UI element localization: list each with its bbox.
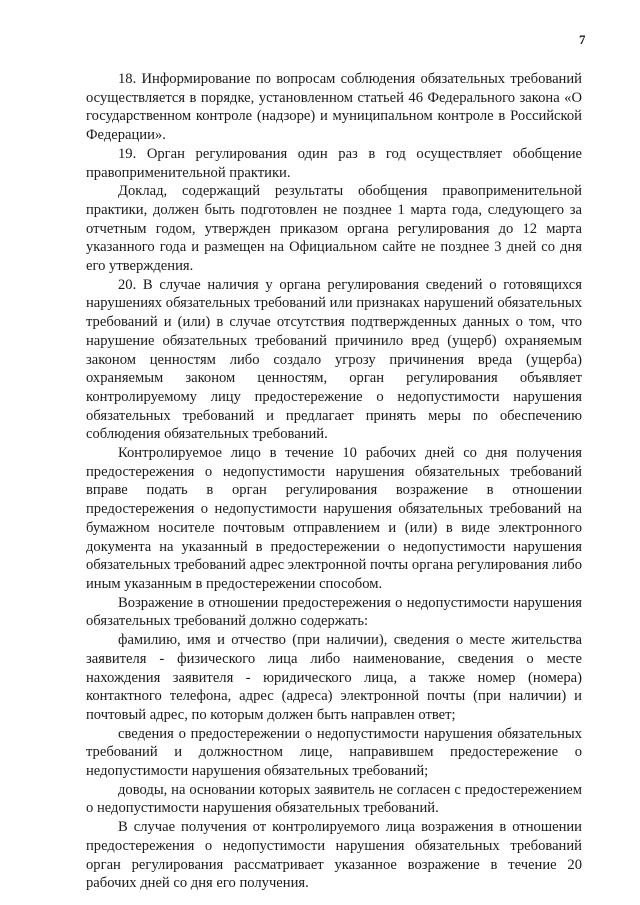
paragraph-19-generalization: 19. Орган регулирования один раз в год осуществляет обобщение правоприменительной практики. (86, 145, 582, 181)
page-number: 7 (579, 32, 586, 47)
paragraph-report: Доклад, содержащий результаты обобщения правоприменительной практики, должен быть подготовлен не позднее 1 марта года, следующего за отчетным годом, утвержден приказом органа регулирования до 12 марта указанного года и размещен на Официальном сайте не позднее 3 дней со дня его утверждения. (86, 183, 582, 275)
list-item-warning-details: сведения о предостережении о недопустимости нарушения обязательных требований и должностном лице, направившем предостережение о недопустимости нарушения обязательных требований; (86, 725, 582, 780)
paragraph-objection-right: Контролируемое лицо в течение 10 рабочих дней со дня получения предостережения о недопустимости нарушения обязательных требований вправе подать в орган регулирования возражение в отношении предостережения о недопустимости нарушения обязательных требований на бумажном носителе почтовым отправлением и (или) в виде электронного документа на указанный в предостережении о недопустимости нарушения обязательных требований адрес электронной почты органа регулирования либо иным указанным в предостережении способом. (86, 445, 582, 592)
paragraph-objection-review: В случае получения от контролируемого лица возражения в отношении предостережения о недопустимости нарушения обязательных требований орган регулирования рассматривает указанное возражение в течение 20 рабочих дней со дня его получения. (86, 819, 582, 892)
list-item-arguments: доводы, на основании которых заявитель не согласен с предостережением о недопустимости нарушения обязательных требований. (86, 781, 582, 817)
paragraph-18-informing: 18. Информирование по вопросам соблюдения обязательных требований осуществляется в порядке, установленном статьей 46 Федерального закона «О государственном контроле (надзоре) и муниципальном контроле в Российской Федерации». (86, 71, 582, 144)
paragraph-20-warning: 20. В случае наличия у органа регулирования сведений о готовящихся нарушениях обязательных требований или признаках нарушений обязательных требований и (или) в случае отсутствия подтвержденных данных о том, что нарушение обязательных требований причинило вред (ущерб) охраняемым законом ценностям либо создало угрозу причинения вреда (ущерба) охраняемым законом ценностям, орган регулирования объявляет контролируемому лицу предостережение о недопустимости нарушения обязательных требований и предлагает принять меры по обеспечению соблюдения обязательных требований. (86, 276, 582, 443)
list-item-applicant-details: фамилию, имя и отчество (при наличии), сведения о месте жительства заявителя - физического лица либо наименование, сведения о месте нахождения заявителя - юридического лица, а также номер (номера) контактного телефона, адрес (адреса) электронной почты (при наличии) и почтовый адрес, по которым должен быть направлен ответ; (86, 632, 582, 723)
document-body (86, 70, 582, 893)
paragraph-objection-contents: Возражение в отношении предостережения о недопустимости нарушения обязательных требований должно содержать: (86, 594, 582, 630)
